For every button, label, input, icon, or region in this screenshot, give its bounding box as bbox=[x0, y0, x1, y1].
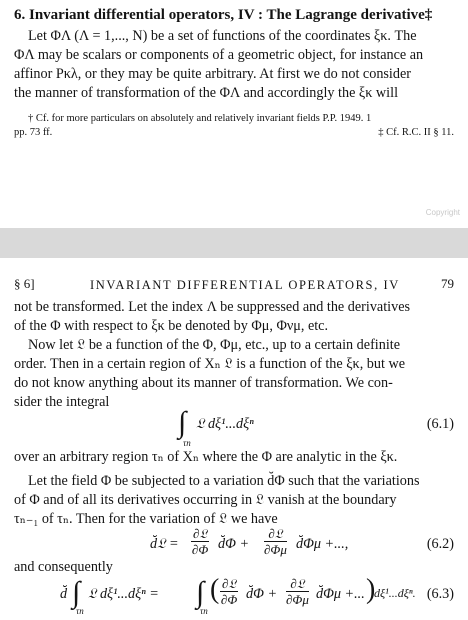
text-line: sider the integral bbox=[14, 394, 110, 410]
page-number: 79 bbox=[441, 276, 454, 291]
fraction-denominator: ∂Φ bbox=[191, 542, 209, 557]
equation-tail: dξ¹...dξⁿ. bbox=[374, 586, 416, 600]
top-page bbox=[0, 0, 468, 228]
integral-sign: ∫ bbox=[72, 576, 81, 609]
equation-term: d̆Φ + bbox=[246, 586, 278, 602]
text-line: the manner of transformation of the ΦΛ and accordingly the ξκ will bbox=[14, 85, 399, 101]
fraction-denominator: ∂Φ bbox=[220, 592, 238, 607]
bottom-page bbox=[0, 258, 468, 620]
text-line: τₙ₋₁ of τₙ. Then for the variation of 𝔏 we have bbox=[14, 511, 278, 527]
integral-subscript: τn bbox=[200, 606, 208, 616]
equation-term: d̆Φ + bbox=[218, 536, 250, 552]
footnote-continuation: pp. 73 ff. bbox=[14, 127, 53, 138]
fraction bbox=[191, 526, 209, 557]
text-line: and consequently bbox=[14, 559, 113, 575]
integral-subscript: τn bbox=[76, 606, 84, 616]
integral-sign: ∫ bbox=[178, 406, 187, 439]
footnote: ‡ Cf. R.C. II § 11. bbox=[378, 127, 454, 138]
equation-number: (6.1) bbox=[426, 416, 454, 432]
text-line: Let the field Φ be subjected to a variation d̆Φ such that the variations bbox=[28, 473, 420, 489]
fraction-numerator: ∂𝔏 bbox=[193, 526, 208, 541]
equation-term: d̆Φμ +..., bbox=[296, 536, 349, 552]
integral-sign: ∫ bbox=[196, 576, 205, 609]
integral-subscript: τn bbox=[183, 438, 191, 448]
equation-number: (6.2) bbox=[426, 536, 454, 552]
section-reference: § 6] bbox=[14, 276, 35, 291]
text-line: over an arbitrary region τₙ of Xₙ where the Φ are analytic in the ξκ. bbox=[14, 449, 398, 465]
text-line: ΦΛ may be scalars or components of a geometric object, for instance an bbox=[14, 47, 424, 63]
equation-lhs: 𝔏 dξ¹...dξⁿ = bbox=[88, 586, 159, 602]
text-line: do not know anything about its manner of transformation. We con- bbox=[14, 375, 393, 391]
section-heading: 6. Invariant differential operators, IV : The Lagrange derivative‡ bbox=[14, 7, 433, 23]
text-line: Now let 𝔏 be a function of the Φ, Φμ, etc., up to a certain definite bbox=[28, 337, 401, 353]
footnote: † Cf. for more particulars on absolutely and relatively invariant fields P.P. 1949. 1 bbox=[28, 113, 372, 124]
text-line: of Φ and of all its derivatives occurring in 𝔏 vanish at the boundary bbox=[14, 492, 397, 508]
running-head: INVARIANT DIFFERENTIAL OPERATORS, IV bbox=[90, 278, 400, 292]
equation-body: 𝔏 dξ¹...dξⁿ bbox=[196, 416, 254, 432]
fraction bbox=[264, 526, 287, 557]
fraction-numerator: ∂𝔏 bbox=[222, 576, 237, 591]
fraction-numerator: ∂𝔏 bbox=[286, 576, 309, 592]
fraction-denominator: ∂Φμ bbox=[286, 592, 309, 607]
text-line: order. Then in a certain region of Xₙ 𝔏 is a function of the ξκ, but we bbox=[14, 356, 406, 372]
fraction bbox=[220, 576, 238, 607]
text-line: affinor Pκλ, or they may be quite arbitrary. At first we do not consider bbox=[14, 66, 411, 82]
equation-number: (6.3) bbox=[426, 586, 454, 602]
page-gap bbox=[0, 228, 468, 258]
text-line: of the Φ with respect to ξκ be denoted by Φμ, Φνμ, etc. bbox=[14, 318, 329, 334]
text-line: not be transformed. Let the index Λ be suppressed and the derivatives bbox=[14, 299, 411, 315]
open-paren: ( bbox=[210, 574, 220, 605]
fraction-numerator: ∂𝔏 bbox=[264, 526, 287, 542]
fraction-denominator: ∂Φμ bbox=[264, 542, 287, 557]
watermark: Copyright bbox=[425, 208, 460, 217]
text-line: Let ΦΛ (Λ = 1,..., N) be a set of functions of the coordinates ξκ. The bbox=[28, 28, 417, 44]
close-paren: ) bbox=[366, 574, 376, 605]
equation-lhs: d̆𝔏 = bbox=[150, 536, 179, 552]
variation-operator: d̆ bbox=[60, 586, 68, 602]
fraction bbox=[286, 576, 309, 607]
equation-term: d̆Φμ +... bbox=[316, 586, 365, 602]
